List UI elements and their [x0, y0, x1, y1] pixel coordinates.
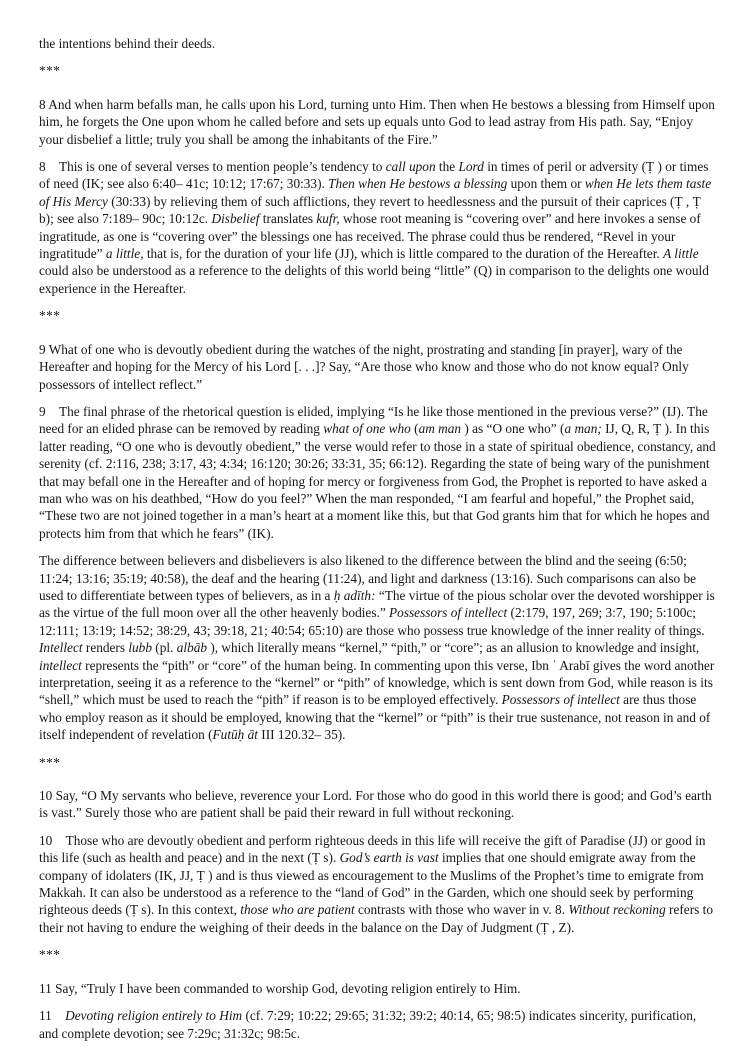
verse-10-text — [39, 787, 717, 822]
italic-text-segment: Devoting religion entirely to Him — [65, 1008, 243, 1024]
italic-text-segment: Then when He bestows a blessing — [328, 176, 508, 192]
text-segment: implies that one should emigrate away from the company of idolaters (IK, JJ, Ṭ ) and is thus viewed as encouragement to the Muslims of the Prophet’s time to emigrate from Makkah. It can also be understood as a reference to the “land of God” in the Garden, which one should seek by performing righteous deeds (Ṭ s). In this context, — [39, 850, 704, 918]
text-segment: the — [435, 159, 459, 175]
text-segment: are thus those who employ reason as it should be employed, knowing that the “kernel” or “pith” is their true sustenance, not reason in and of itself independent of revelation ( — [39, 692, 711, 743]
commentary-8 — [39, 158, 717, 297]
text-segment: The difference between believers and disbelievers is also likened to the difference between the blind and the seeing (6:50; 11:24; 13:16; 35:19; 40:58), the deaf and the hearing (11:24), and light and darkness (13:16). Such comparisons can also be used to differentiate between types of believers, as in a — [39, 553, 697, 603]
text-segment: represents the “pith” or “core” of the human being. In commenting upon this verse, Ibn ʿ Arabī gives the word another interpretation, seeing it as a reference to the “kernel” or “pith” of knowledge, which is sent down from God, while reason is its “shell,” which must be used to reach the “pith” if reason is to be employed effectively. — [39, 657, 715, 708]
text-segment: contrasts with those who waver in v. 8. — [354, 902, 569, 918]
italic-text-segment: lubb — [128, 640, 152, 656]
text-segment: 9 The final phrase of the rhetorical question is elided, implying “Is he like those mentioned in the previous verse?” (IJ). The need for an elided phrase can be removed by reading — [39, 403, 708, 437]
text-segment: (cf. 7:29; 10:22; 29:65; 31:32; 39:2; 40:14, 65; 98:5) indicates sincerity, purification, and complete devotion; see 7:29c; 31:32c; 98:5c. — [39, 1008, 697, 1041]
text-segment: (2:179, 197, 269; 3:7, 190; 5:100c; 12:111; 13:19; 14:52; 38:29, 43; 39:18, 21; 40:54; 65:10) are those who possess true knowledge of the inner reality of things. — [39, 605, 705, 638]
verse-9-text — [39, 341, 717, 393]
italic-text-segment: when He lets them taste of His Mercy — [39, 176, 712, 209]
commentary-9-para-2 — [39, 552, 717, 743]
text-segment: 11 — [39, 1008, 66, 1024]
text-segment: that is, for the duration of your life (JJ), which is little compared to the duration of the Hereafter. — [143, 246, 664, 262]
italic-text-segment: Disbelief — [211, 211, 260, 227]
verse-11-text — [39, 980, 717, 997]
italic-text-segment: a man; — [564, 421, 602, 437]
text-segment: upon them or — [507, 176, 585, 192]
italic-text-segment: Intellect — [39, 640, 83, 656]
text-segment: ) as “O one who” ( — [461, 421, 565, 437]
text-segment: *** — [39, 947, 61, 963]
text-segment: could also be understood as a reference to the delights of this world being “little” (Q) in comparison to the delights one would experience in the Hereafter. — [39, 263, 709, 296]
section-separator — [39, 62, 717, 79]
italic-text-segment: what of one who — [323, 421, 411, 437]
italic-text-segment: am man — [418, 421, 462, 437]
commentary-11 — [39, 1007, 717, 1042]
section-separator — [39, 946, 717, 963]
italic-text-segment: A little — [663, 246, 699, 262]
text-segment: III 120.32– 35). — [257, 727, 346, 743]
commentary-9-para-1 — [39, 403, 717, 542]
italic-text-segment: God’s earth is vast — [339, 850, 439, 866]
italic-text-segment: call upon — [385, 159, 436, 175]
text-segment: (30:33) by relieving them of such afflictions, they revert to heedlessness and the pursuit of their caprices (Ṭ , Ṭ b); see also 7:189– 90c; 10:12c. — [39, 193, 701, 227]
italic-text-segment: kufr, — [316, 211, 340, 227]
text-segment: *** — [39, 308, 61, 324]
text-segment: refers to their not having to endure the weighing of their deeds in the balance on the Day of Judgment (Ṭ , Z). — [39, 902, 713, 935]
text-segment: IJ, Q, R, Ṭ ). In this latter reading, “O one who is devoutly obedient,” the verse would refer to those in a state of spiritual obedience, constancy, and serenity (cf. 2:116, 238; 3:17, 43; 4:34; 16:120; 30:26; 33:31, 35; 66:12). Regarding the state of being wary of the punishment that may befall one in the Hereafter and of hoping for mercy or forgiveness from God, the Prophet is reported to have asked a man who was on his deathbed, “How do you feel?” When the man responded, “I am fearful and hopeful,” the Prophet said, “These two are not joined together in a man’s heart at a moment like this, but that God grants him that for which he hopes and protects him from that which he fears” (IK). — [39, 421, 716, 541]
section-separator — [39, 754, 717, 771]
text-segment: 8 And when harm befalls man, he calls upon his Lord, turning unto Him. Then when He bestows a blessing from Himself upon him, he forgets the One upon whom he called before and sets up equals unto God to lead astray from His path. Say, “Enjoy your disbelief a little; truly you shall be among the inhabitants of the Fire.” — [39, 96, 715, 147]
italic-text-segment: Possessors of intellect — [501, 692, 620, 708]
text-segment: in times of peril or adversity (Ṭ ) or times of need (IK; see also 6:40– 41c; 10:12; 17:67; 30:33). — [39, 159, 709, 192]
italic-text-segment: Futūḥ āt — [212, 727, 258, 743]
italic-text-segment: Possessors of intellect — [389, 605, 508, 621]
commentary-10 — [39, 832, 717, 936]
verse-8-text — [39, 96, 717, 148]
text-segment: renders — [82, 640, 129, 656]
text-segment: the intentions behind their deeds. — [39, 36, 216, 51]
text-segment: 10 Say, “O My servants who believe, reverence your Lord. For those who do good in this world there is good; and God’s earth is vast.” Surely those who are patient shall be paid their reward in full without reckoning. — [39, 788, 712, 821]
text-segment: 8 This is one of several verses to mention people’s tendency to — [39, 159, 386, 175]
text-segment: *** — [39, 754, 61, 770]
text-segment: 10 Those who are devoutly obedient and perform righteous deeds in this life will receive the gift of Paradise (JJ) or good in this life (such as health and peace) and in the next (Ṭ s). — [39, 832, 706, 866]
italic-text-segment: a little, — [105, 246, 144, 262]
text-segment: 9 What of one who is devoutly obedient during the watches of the night, prostrating and standing [in prayer], wary of the Hereafter and hoping for the Mercy of his Lord [. . .]? Say, “Are those who know and those who do not know equal? Only possessors of intellect reflect.” — [39, 341, 689, 392]
text-segment: *** — [39, 63, 61, 79]
text-segment: ( — [410, 421, 419, 437]
section-separator — [39, 307, 717, 324]
text-segment: (pl. — [151, 640, 177, 656]
text-segment: translates — [259, 211, 317, 227]
italic-text-segment: Without reckoning — [568, 902, 666, 918]
italic-text-segment: ḥ adīth: — [333, 587, 376, 603]
text-segment: ), which literally means “kernel,” “pith,” or “core”; as an allusion to knowledge and insight, — [207, 640, 700, 656]
italic-text-segment: Lord — [458, 159, 484, 175]
italic-text-segment: intellect — [39, 657, 82, 673]
italic-text-segment: those who are patient — [240, 902, 355, 918]
text-segment: 11 Say, “Truly I have been commanded to worship God, devoting religion entirely to Him. — [39, 980, 521, 996]
italic-text-segment: albāb — [176, 640, 208, 656]
text-segment: whose root meaning is “covering over” and here invokes a sense of ingratitude, as one is “covering over” the blessings one has received. The phrase could thus be rendered, “Revel in your ingratitude” — [39, 211, 701, 262]
body-text-continuation — [39, 35, 717, 52]
text-segment: “The virtue of the pious scholar over the devoted worshipper is as the virtue of the full moon over all the other heavenly bodies.” — [39, 587, 715, 621]
